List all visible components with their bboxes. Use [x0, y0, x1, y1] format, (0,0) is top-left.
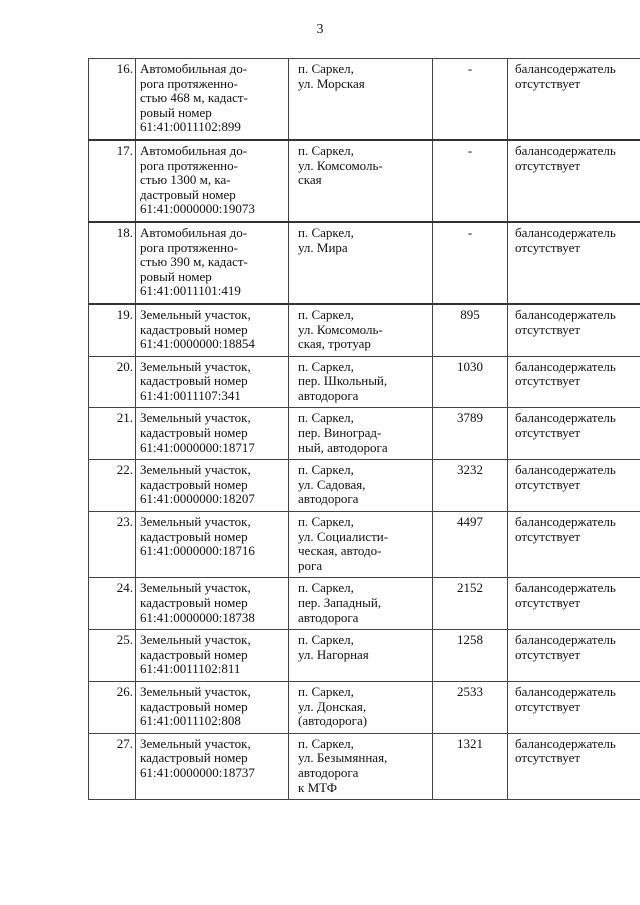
object-description-cell: Земельный участок, кадастровый номер 61:41:0000000:18716	[136, 512, 289, 578]
holder-cell: балансодержатель отсутствует	[508, 304, 640, 356]
table-row	[89, 512, 640, 578]
table-row	[89, 356, 640, 408]
object-description-cell: Земельный участок, кадастровый номер 61:41:0000000:18207	[136, 460, 289, 512]
holder-cell: балансодержатель отсутствует	[508, 630, 640, 682]
row-number-cell: 16.	[89, 59, 136, 140]
holder-cell: балансодержатель отсутствует	[508, 140, 640, 222]
row-number-cell: 20.	[89, 356, 136, 408]
holder-cell: балансодержатель отсутствует	[508, 578, 640, 630]
row-number-cell: 19.	[89, 304, 136, 356]
length-cell: 1258	[433, 630, 508, 682]
row-number-cell: 25.	[89, 630, 136, 682]
address-cell: п. Саркел, ул. Безымянная, автодорога к МТФ	[289, 733, 433, 799]
table-row	[89, 460, 640, 512]
object-description-cell: Автомобильная до- рога протяженно- стью 390 м, кадаст- ровый номер 61:41:0011101:419	[136, 222, 289, 304]
object-description-cell: Земельный участок, кадастровый номер 61:41:0011107:341	[136, 356, 289, 408]
table-body	[89, 59, 640, 800]
table-row	[89, 222, 640, 304]
address-cell: п. Саркел, пер. Западный, автодорога	[289, 578, 433, 630]
registry-table	[88, 58, 640, 800]
row-number-cell: 26.	[89, 681, 136, 733]
table-row	[89, 630, 640, 682]
holder-cell: балансодержатель отсутствует	[508, 733, 640, 799]
address-cell: п. Саркел, ул. Морская	[289, 59, 433, 140]
holder-cell: балансодержатель отсутствует	[508, 460, 640, 512]
table-row	[89, 733, 640, 799]
table-row	[89, 681, 640, 733]
object-description-cell: Земельный участок, кадастровый номер 61:41:0011102:808	[136, 681, 289, 733]
address-cell: п. Саркел, ул. Социалисти- ческая, автодо- рога	[289, 512, 433, 578]
object-description-cell: Земельный участок, кадастровый номер 61:41:0011102:811	[136, 630, 289, 682]
table-row	[89, 59, 640, 140]
object-description-cell: Автомобильная до- рога протяженно- стью 468 м, кадаст- ровый номер 61:41:0011102:899	[136, 59, 289, 140]
length-cell: 1030	[433, 356, 508, 408]
holder-cell: балансодержатель отсутствует	[508, 681, 640, 733]
length-cell: -	[433, 140, 508, 222]
object-description-cell: Земельный участок, кадастровый номер 61:41:0000000:18738	[136, 578, 289, 630]
length-cell: 1321	[433, 733, 508, 799]
length-cell: 4497	[433, 512, 508, 578]
address-cell: п. Саркел, ул. Комсомоль- ская, тротуар	[289, 304, 433, 356]
table-row	[89, 304, 640, 356]
length-cell: -	[433, 59, 508, 140]
object-description-cell: Земельный участок, кадастровый номер 61:41:0000000:18717	[136, 408, 289, 460]
holder-cell: балансодержатель отсутствует	[508, 356, 640, 408]
object-description-cell: Земельный участок, кадастровый номер 61:41:0000000:18854	[136, 304, 289, 356]
address-cell: п. Саркел, пер. Виноград- ный, автодорога	[289, 408, 433, 460]
length-cell: 2152	[433, 578, 508, 630]
address-cell: п. Саркел, ул. Нагорная	[289, 630, 433, 682]
length-cell: 2533	[433, 681, 508, 733]
address-cell: п. Саркел, ул. Комсомоль- ская	[289, 140, 433, 222]
object-description-cell: Земельный участок, кадастровый номер 61:41:0000000:18737	[136, 733, 289, 799]
page-number: 3	[316, 22, 324, 37]
row-number-cell: 27.	[89, 733, 136, 799]
address-cell: п. Саркел, ул. Садовая, автодорога	[289, 460, 433, 512]
length-cell: 3232	[433, 460, 508, 512]
row-number-cell: 24.	[89, 578, 136, 630]
row-number-cell: 22.	[89, 460, 136, 512]
address-cell: п. Саркел, ул. Донская, (автодорога)	[289, 681, 433, 733]
holder-cell: балансодержатель отсутствует	[508, 408, 640, 460]
table-row	[89, 140, 640, 222]
length-cell: -	[433, 222, 508, 304]
address-cell: п. Саркел, пер. Школьный, автодорога	[289, 356, 433, 408]
holder-cell: балансодержатель отсутствует	[508, 59, 640, 140]
holder-cell: балансодержатель отсутствует	[508, 222, 640, 304]
object-description-cell: Автомобильная до- рога протяженно- стью 1300 м, ка- дастровый номер 61:41:0000000:19073	[136, 140, 289, 222]
address-cell: п. Саркел, ул. Мира	[289, 222, 433, 304]
holder-cell: балансодержатель отсутствует	[508, 512, 640, 578]
length-cell: 3789	[433, 408, 508, 460]
row-number-cell: 21.	[89, 408, 136, 460]
row-number-cell: 17.	[89, 140, 136, 222]
length-cell: 895	[433, 304, 508, 356]
table-row	[89, 578, 640, 630]
row-number-cell: 18.	[89, 222, 136, 304]
table-row	[89, 408, 640, 460]
row-number-cell: 23.	[89, 512, 136, 578]
